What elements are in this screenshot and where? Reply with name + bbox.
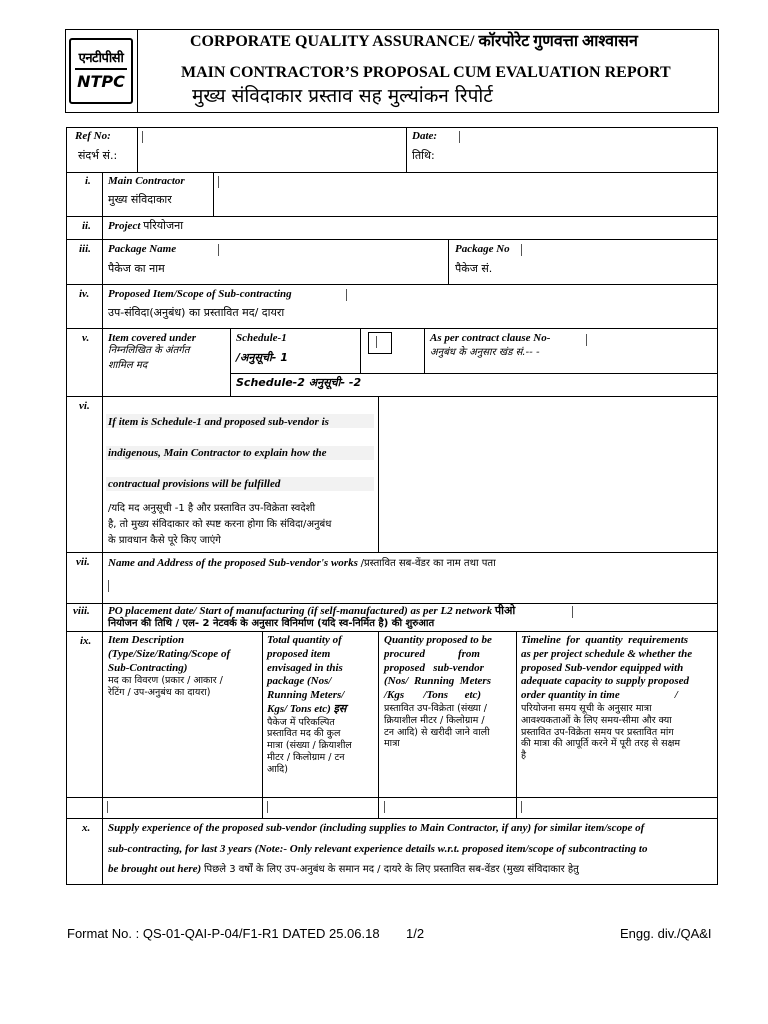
ix-col-4 bbox=[521, 634, 713, 762]
ref-no-label-hindi: संदर्भ सं.: bbox=[78, 149, 118, 162]
row-v-num: v. bbox=[82, 332, 90, 344]
ix-timeline-field[interactable] bbox=[521, 801, 522, 813]
schedule-1-checkbox-cursor bbox=[376, 336, 377, 348]
vi-text-2: indigenous, Main Contractor to explain how the bbox=[108, 447, 327, 459]
date-label: Date: bbox=[412, 130, 438, 142]
main-contractor-label: Main Contractor bbox=[108, 175, 185, 187]
ix-c3-l2: procured from bbox=[384, 647, 480, 660]
header-line-3: मुख्य संविदाकार प्रस्ताव सह मुल्यांकन रिपोर्ट bbox=[192, 85, 493, 107]
ix-c3-l4: (Nos/ Running Meters bbox=[384, 675, 491, 688]
ix-c2-l10: मीटर / किलोग्राम / टन bbox=[267, 752, 345, 764]
logo-english-text: NTPC bbox=[77, 72, 125, 91]
ix-c2-l5: Running Meters/ bbox=[267, 689, 345, 701]
ix-c4-l10: है bbox=[521, 750, 527, 762]
ix-c4-l6: परियोजना समय सूची के अनुसार मात्रा bbox=[521, 702, 652, 714]
vendor-name-label-wrap bbox=[108, 557, 496, 570]
header-line-1: CORPORATE QUALITY ASSURANCE/ कॉरपोरेट गुणवत्ता आश्वासन bbox=[190, 33, 638, 50]
vi-hindi-1: /यदि मद अनुसूची -1 है और प्रस्तावित उप-विक्रेता स्वदेशी bbox=[108, 503, 316, 514]
ix-c1-l2: (Type/Size/Rating/Scope of bbox=[108, 647, 231, 660]
ix-proposed-qty-field[interactable] bbox=[384, 801, 385, 813]
vendor-name-label-hindi: /प्रस्तावित सब-वेंडर का नाम तथा पता bbox=[360, 558, 496, 569]
ix-c4-l1: Timeline for quantity requirements bbox=[521, 634, 689, 646]
package-no-label-hindi: पैकेज सं. bbox=[455, 262, 493, 275]
ref-no-label: Ref No: bbox=[75, 130, 111, 142]
po-date-field[interactable] bbox=[572, 606, 573, 618]
x-text-3: be brought out here) bbox=[108, 863, 202, 875]
ix-c4-l4: adequate capacity to supply proposed bbox=[521, 675, 690, 688]
x-text-3-wrap bbox=[108, 863, 579, 876]
ix-c4-l5: order quantity in time / bbox=[521, 689, 678, 701]
logo-hindi-text: एनटीपीसी bbox=[78, 51, 124, 66]
ix-c3-l7: क्रियाशील मीटर / किलोग्राम / bbox=[384, 714, 485, 726]
ix-c4-l9: की मात्रा की आपूर्ति करने में पूरी तरह से सक्षम bbox=[521, 738, 681, 750]
ix-c2-l2: proposed item bbox=[267, 647, 331, 660]
project-label-hindi: परियोजना bbox=[143, 219, 184, 232]
item-covered-label: Item covered under bbox=[108, 332, 196, 344]
ix-c4-l8: प्रस्तावित उप-विक्रेता समय पर प्रस्तावित मांग bbox=[521, 726, 674, 738]
vendor-name-label: Name and Address of the proposed Sub-vendor's works bbox=[108, 557, 358, 569]
ix-c2-l7: पैकेज में परिकल्पित bbox=[267, 716, 335, 728]
ix-c2-l9: मात्रा (संख्या / क्रियाशील bbox=[267, 740, 352, 752]
schedule-1-checkbox[interactable] bbox=[368, 332, 392, 354]
row-ix-num: ix. bbox=[80, 635, 92, 647]
ix-col-2 bbox=[267, 634, 375, 776]
header-line-2: MAIN CONTRACTOR’S PROPOSAL CUM EVALUATION REPORT bbox=[181, 64, 671, 81]
project-label-wrap bbox=[108, 220, 183, 233]
main-contractor-label-hindi: मुख्य संविदाकार bbox=[108, 193, 172, 206]
vendor-name-field[interactable] bbox=[108, 580, 109, 592]
contract-clause-label: As per contract clause No- bbox=[430, 332, 551, 344]
ix-c2-l1: Total quantity of bbox=[267, 634, 342, 646]
ix-c2-l8: प्रस्तावित मद की कुल bbox=[267, 728, 341, 740]
ix-c1-l4: मद का विवरण (प्रकार / आकार / bbox=[108, 675, 223, 687]
package-no-label: Package No bbox=[455, 243, 510, 255]
schedule-1-label: Schedule-1 bbox=[236, 332, 287, 344]
ix-c1-l5: रेटिंग / उप-अनुबंध का दायरा) bbox=[108, 687, 211, 699]
ix-c4-l3: proposed Sub-vendor equipped with bbox=[521, 661, 684, 674]
contract-clause-field[interactable] bbox=[586, 334, 587, 346]
schedule-1-label-hindi: /अनुसूची- 1 bbox=[236, 351, 288, 364]
row-viii-num: viii. bbox=[73, 605, 90, 617]
ix-c1-l1: Item Description bbox=[108, 634, 185, 646]
vi-text-3: contractual provisions will be fulfilled bbox=[108, 478, 281, 490]
row-x-num: x. bbox=[82, 822, 91, 834]
package-no-field[interactable] bbox=[521, 244, 522, 256]
ix-c3-l1: Quantity proposed to be bbox=[384, 634, 492, 646]
vi-hindi-3: के प्रावधान कैसे पूरे किए जाएंगे bbox=[108, 535, 221, 546]
row-ii-num: ii. bbox=[82, 220, 91, 232]
x-text-2: sub-contracting, for last 3 years (Note:- Only relevant experience details w.r.t. proposed item/scope of subcontracting to bbox=[108, 843, 648, 855]
ntpc-logo bbox=[69, 38, 133, 104]
ix-c2-l6: Kgs/ Tons etc) इस bbox=[267, 702, 347, 715]
vi-text-1: If item is Schedule-1 and proposed sub-vendor is bbox=[108, 416, 329, 428]
ix-c2-l11: आदि) bbox=[267, 764, 288, 775]
ix-total-qty-field[interactable] bbox=[267, 801, 268, 813]
po-date-line-2: नियोजन की तिथि / एल- 2 नेटवर्क के अनुसार विनिर्माण (यदि स्व-निर्मित है) की शुरुआत bbox=[108, 618, 435, 629]
row-vii-num: vii. bbox=[76, 556, 90, 568]
vi-hindi-2: है, तो मुख्य संविदाकार को स्पष्ट करना होगा कि संविदा/अनुबंध bbox=[108, 519, 332, 530]
footer-page-number: 1/2 bbox=[406, 926, 425, 941]
ix-c3-l9: मात्रा bbox=[384, 738, 400, 750]
po-date-line-1: PO placement date/ Start of manufacturing (if self-manufactured) as per L2 network bbox=[108, 605, 493, 617]
row-vi-num: vi. bbox=[79, 400, 90, 412]
ix-c3-l5: /Kgs /Tons etc) bbox=[384, 689, 482, 701]
ix-c4-l7: आवश्यकताओं के लिए समय-सीमा और क्या bbox=[521, 714, 672, 726]
contract-clause-label-hindi: अनुबंध के अनुसार खंड सं.-- - bbox=[430, 347, 540, 358]
ix-c3-l8: टन आदि) से खरीदी जाने वाली bbox=[384, 726, 490, 738]
ix-col-1 bbox=[108, 634, 260, 699]
ix-c3-l3: proposed sub-vendor bbox=[384, 661, 484, 674]
date-label-hindi: तिथि: bbox=[412, 149, 435, 162]
main-contractor-field[interactable] bbox=[218, 176, 219, 188]
footer-department: Engg. div./QA&I bbox=[620, 926, 712, 941]
ix-c1-l3: Sub-Contracting) bbox=[108, 661, 188, 674]
ix-c3-l6: प्रस्तावित उप-विक्रेता (संख्या / bbox=[384, 702, 487, 714]
footer-format-no: Format No. : QS-01-QAI-P-04/F1-R1 DATED 25.06.18 bbox=[67, 926, 380, 941]
ix-col-3 bbox=[384, 634, 512, 750]
row-i-num: i. bbox=[85, 175, 91, 187]
item-covered-hindi-1: निम्नलिखित के अंतर्गत bbox=[108, 345, 190, 356]
header-divider bbox=[137, 29, 138, 113]
package-name-label-hindi: पैकेज का नाम bbox=[108, 262, 165, 275]
ix-item-field[interactable] bbox=[107, 801, 108, 813]
ix-c2-l3: envisaged in this bbox=[267, 661, 343, 674]
row-iii-num: iii. bbox=[79, 243, 91, 255]
date-field[interactable] bbox=[459, 131, 460, 143]
ix-c2-l4: package (Nos/ bbox=[267, 675, 332, 688]
ix-c4-l2: as per project schedule & whether the bbox=[521, 647, 693, 660]
proposed-item-field[interactable] bbox=[346, 289, 347, 301]
proposed-item-label-hindi: उप-संविदा(अनुबंध) का प्रस्तावित मद/ दायरा bbox=[108, 306, 285, 319]
ref-no-field[interactable] bbox=[142, 131, 143, 143]
x-text-1: Supply experience of the proposed sub-vendor (including supplies to Main Contractor, if any) for similar item/scope of bbox=[108, 822, 645, 834]
package-name-label: Package Name bbox=[108, 243, 177, 255]
project-label: Project bbox=[108, 220, 141, 232]
item-covered-hindi-2: शामिल मद bbox=[108, 360, 148, 371]
x-text-3-hindi: पिछले 3 वर्षों के लिए उप-अनुबंध के समान मद / दायरे के लिए प्रस्तावित सब-वेंडर (मुख्य संविदाकार हेतु bbox=[203, 864, 579, 875]
schedule-2-label: Schedule-2 अनुसूची- -2 bbox=[236, 376, 362, 389]
proposed-item-label: Proposed Item/Scope of Sub-contracting bbox=[108, 288, 292, 300]
package-name-field[interactable] bbox=[218, 244, 219, 256]
po-date-line-1-wrap bbox=[108, 605, 515, 618]
row-iv-num: iv. bbox=[79, 288, 90, 300]
po-date-line-1-hindi: पीओ bbox=[494, 604, 516, 617]
